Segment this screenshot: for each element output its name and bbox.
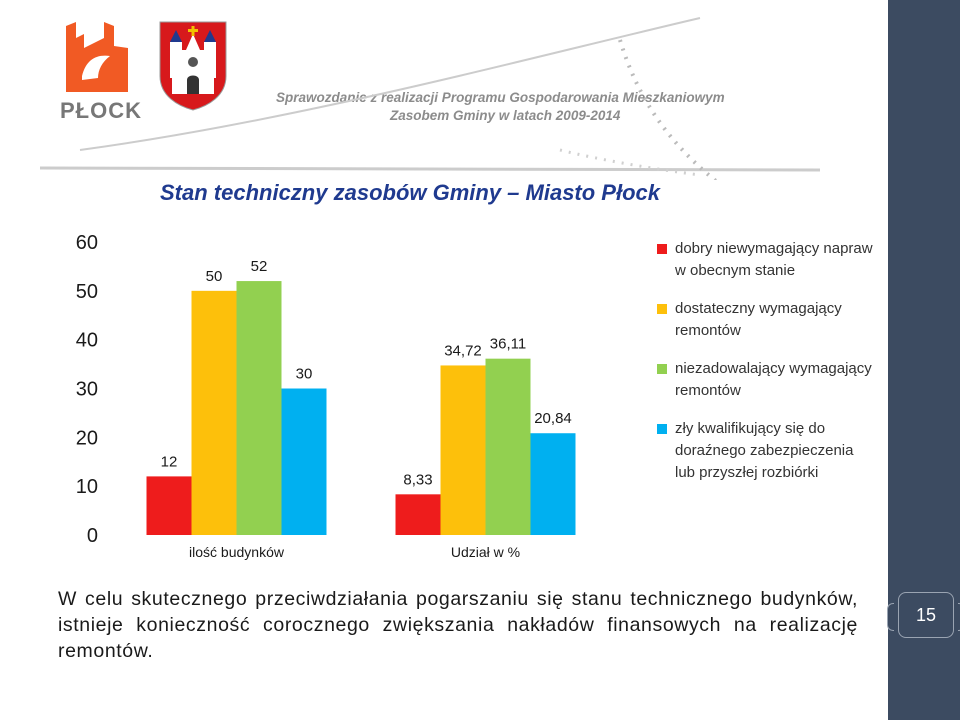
- data-label: 36,11: [489, 335, 527, 353]
- legend-swatch: [657, 304, 667, 314]
- slide-title: Stan techniczny zasobów Gminy – Miasto Płock: [160, 180, 661, 205]
- data-label: 8,33: [403, 471, 433, 489]
- y-tick-label: 50: [75, 280, 98, 303]
- data-label: 50: [205, 267, 223, 285]
- bar: [282, 389, 327, 536]
- legend-label: dostateczny wymagający remontów: [675, 300, 842, 339]
- x-category-label: ilość budynków: [189, 544, 284, 560]
- legend-swatch: [657, 424, 667, 434]
- data-label: 20,84: [534, 410, 572, 428]
- legend-swatch: [657, 244, 667, 254]
- report-title-line-1: Sprawozdanie z realizacji Programu Gospodarowania Mieszkaniowym: [276, 90, 725, 105]
- data-label: 34,72: [444, 342, 482, 360]
- legend-label: niezadowalający wymagający remontów: [675, 360, 872, 399]
- legend-item: [655, 298, 875, 342]
- legend-swatch: [657, 364, 667, 374]
- bar: [441, 365, 486, 535]
- legend-item: [655, 418, 875, 484]
- bar: [531, 433, 576, 535]
- bar: [192, 291, 237, 535]
- chart-legend: [655, 238, 875, 484]
- y-tick-label: 30: [75, 378, 98, 401]
- data-label: 30: [295, 365, 313, 383]
- legend-label: zły kwalifikujący się do doraźnego zabezpieczenia lub przyszłej rozbiórki: [675, 420, 854, 481]
- y-tick-label: 60: [75, 232, 98, 254]
- bar: [147, 476, 192, 535]
- y-tick-label: 0: [86, 525, 98, 547]
- body-paragraph: W celu skutecznego przeciwdziałania pogarszaniu się stanu technicznego budynków, istnieje konieczność corocznego zwiększania nakładów finansowych na realizację remontów.: [58, 588, 858, 662]
- logo-text: PŁOCK: [60, 98, 142, 123]
- legend-item: [655, 358, 875, 402]
- report-title-line-2: Zasobem Gminy w latach 2009-2014: [390, 108, 621, 123]
- y-tick-label: 10: [75, 476, 98, 499]
- bar: [396, 494, 441, 535]
- legend-label: dobry niewymagający napraw w obecnym stanie: [675, 240, 873, 279]
- x-category-label: Udział w %: [450, 544, 521, 560]
- page-number: 15: [898, 592, 954, 638]
- data-label: 52: [250, 258, 268, 276]
- bar: [237, 281, 282, 535]
- y-tick-label: 20: [75, 427, 98, 450]
- bar: [486, 359, 531, 535]
- legend-item: [655, 238, 875, 282]
- bar-chart: [0, 220, 640, 580]
- decorative-header-lines: [0, 0, 888, 180]
- y-tick-label: 40: [75, 329, 98, 352]
- data-label: 12: [160, 453, 178, 471]
